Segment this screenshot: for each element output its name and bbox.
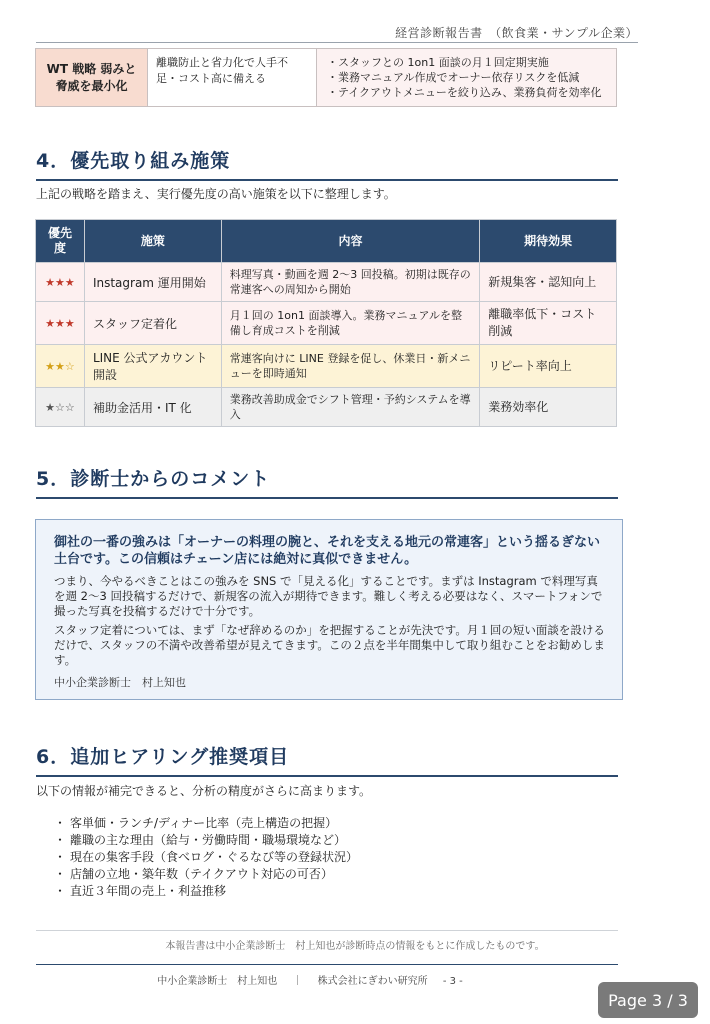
footer-note: 本報告書は中小企業診断士 村上知也が診断時点の情報をもとに作成したものです。	[165, 941, 545, 952]
priority-stars: ★★★	[36, 302, 85, 345]
section-4-intro: 上記の戦略を踏まえ、実行優先度の高い施策を以下に整理します。	[36, 187, 396, 201]
footer-page-number: - 3 -	[442, 976, 463, 987]
table-row	[36, 345, 617, 388]
wt-action-item: ・ 業務マニュアル作成でオーナー依存リスクを低減	[327, 70, 606, 85]
header-content: 内容	[221, 220, 479, 263]
effect-cell: 業務効率化	[480, 388, 617, 427]
hearing-items-list	[54, 815, 358, 900]
page-indicator: Page 3 / 3	[598, 982, 698, 1018]
priority-table	[35, 219, 617, 427]
wt-actions-cell	[317, 49, 617, 107]
wt-strategy-row	[36, 49, 617, 107]
list-item: ・ 直近３年間の売上・利益推移	[54, 883, 358, 900]
table-row	[36, 302, 617, 345]
header-measure: 施策	[84, 220, 221, 263]
footer-line	[0, 972, 620, 987]
section-4-title: 4．優先取り組み施策	[36, 146, 618, 181]
footer-company: 株式会社にぎわい研究所	[317, 976, 428, 987]
content-cell: 料理写真・動画を週 2〜3 回投稿。初期は既存の常連客への周知から開始	[221, 263, 479, 302]
section-6-intro: 以下の情報が補完できると、分析の精度がさらに高まります。	[36, 784, 372, 798]
footer-divider-strong	[36, 964, 618, 965]
measure-cell: 補助金活用・IT 化	[84, 388, 221, 427]
consultant-comment-box	[35, 519, 623, 700]
measure-cell: Instagram 運用開始	[84, 263, 221, 302]
section-5-title: 5．診断士からのコメント	[36, 464, 618, 499]
wt-action-item: ・ スタッフとの 1on1 面談の月１回定期実施	[327, 55, 606, 70]
wt-description: 離職防止と省力化で人手不足・コスト高に備える	[148, 49, 317, 107]
priority-stars: ★★★	[36, 263, 85, 302]
header-effect: 期待効果	[480, 220, 617, 263]
priority-stars: ★☆☆	[36, 388, 85, 427]
comment-signature: 中小企業診断士 村上知也	[54, 676, 186, 689]
content-cell: 業務改善助成金でシフト管理・予約システムを導入	[221, 388, 479, 427]
wt-action-item: ・ テイクアウトメニューを絞り込み、業務負荷を効率化	[327, 85, 606, 100]
measure-cell: LINE 公式アカウント開設	[84, 345, 221, 388]
wt-strategy-table	[35, 48, 617, 107]
list-item: ・ 店舗の立地・築年数（テイクアウト対応の可否）	[54, 866, 358, 883]
footer-separator: ｜	[292, 976, 303, 987]
header-priority-line2: 度	[53, 241, 66, 255]
measure-cell: スタッフ定着化	[84, 302, 221, 345]
footer-author: 中小企業診断士 村上知也	[157, 976, 278, 987]
table-row	[36, 263, 617, 302]
table-row	[36, 388, 617, 427]
report-header-title: 経営診断報告書 （飲食業・サンプル企業）	[395, 26, 638, 40]
footer-divider	[36, 930, 618, 931]
list-item: ・ 現在の集客手段（食べログ・ぐるなび等の登録状況）	[54, 849, 358, 866]
header-divider	[36, 42, 638, 43]
wt-label-line1: WT 戦略 弱みと	[46, 61, 137, 76]
comment-lead: 御社の一番の強みは「オーナーの料理の腕と、それを支える地元の常連客」という揺るぎない土台です。この信頼はチェーン店には絶対に真似できません。	[54, 535, 601, 567]
effect-cell: 離職率低下・コスト削減	[480, 302, 617, 345]
content-cell: 常連客向けに LINE 登録を促し、休業日・新メニューを即時通知	[221, 345, 479, 388]
comment-paragraph: スタッフ定着については、まず「なぜ辞めるのか」を把握することが先決です。月１回の短い面談を設けるだけで、スタッフの不満や改善希望が見えてきます。この２点を半年間集中して取り組むことをお勧めします。	[54, 623, 605, 667]
priority-stars: ★★☆	[36, 345, 85, 388]
header-priority	[36, 220, 85, 263]
comment-paragraph: つまり、今やるべきことはこの強みを SNS で「見える化」することです。まずは Instagram で料理写真を週 2〜3 回投稿するだけで、新規客の流入が期待できます。難しく考える必要はなく、スマートフォンで撮った写真を投稿するだけで十分です。	[54, 574, 603, 618]
section-6-title: 6．追加ヒアリング推奨項目	[36, 742, 618, 777]
wt-label-line2: 脅威を最小化	[55, 78, 128, 93]
list-item: ・ 離職の主な理由（給与・労働時間・職場環境など）	[54, 832, 358, 849]
wt-label-cell	[36, 49, 148, 107]
list-item: ・ 客単価・ランチ/ディナー比率（売上構造の把握）	[54, 815, 358, 832]
effect-cell: リピート率向上	[480, 345, 617, 388]
effect-cell: 新規集客・認知向上	[480, 263, 617, 302]
header-priority-line1: 優先	[47, 226, 72, 240]
priority-table-header	[36, 220, 617, 263]
content-cell: 月１回の 1on1 面談導入。業務マニュアルを整備し育成コストを削減	[221, 302, 479, 345]
